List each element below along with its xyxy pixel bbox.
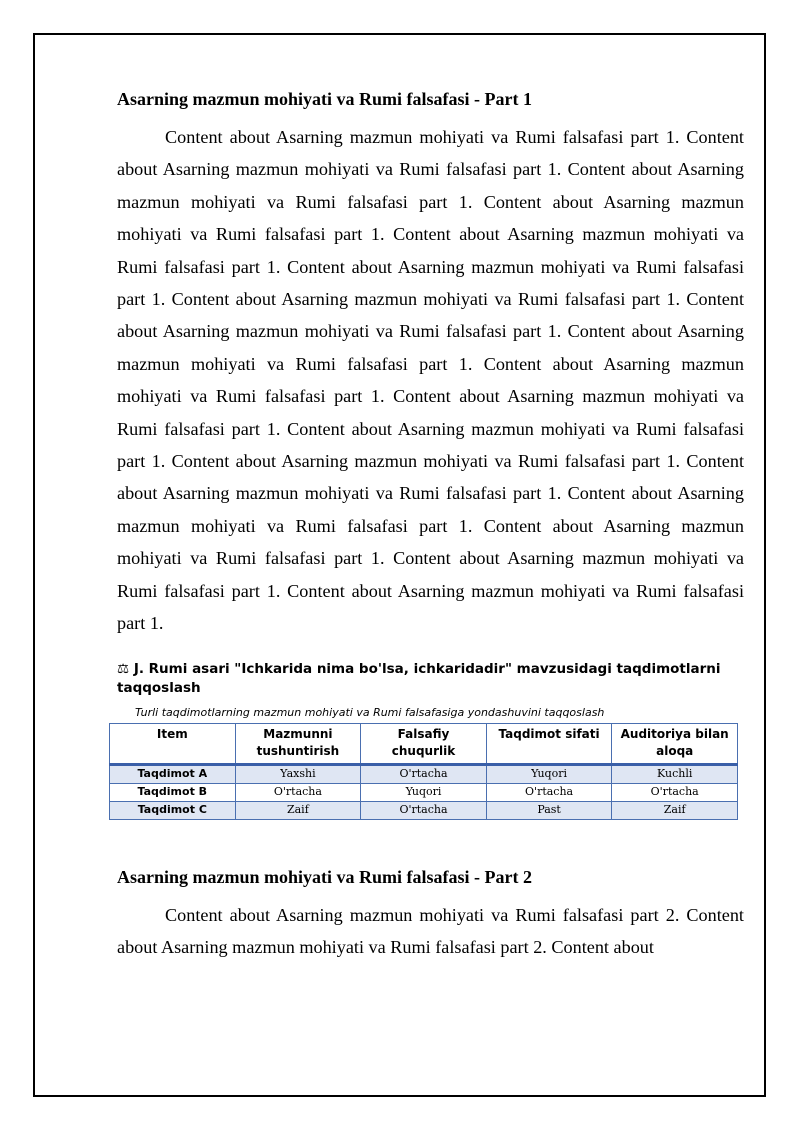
table-row — [110, 783, 738, 801]
column-header: Auditoriya bilan aloqa — [612, 723, 738, 764]
table-cell: Zaif — [235, 801, 361, 819]
table-cell: Zaif — [612, 801, 738, 819]
column-header: Taqdimot sifati — [486, 723, 612, 764]
column-header: Mazmunni tushuntirish — [235, 723, 361, 764]
comparison-table — [109, 723, 738, 820]
row-header: Taqdimot C — [110, 801, 236, 819]
table-row — [110, 801, 738, 819]
row-header: Taqdimot A — [110, 764, 236, 783]
paragraph-part-2: Content about Asarning mazmun mohiyati va Rumi falsafasi part 2. Content about Asarning mazmun mohiyati va Rumi falsafasi part 2. Content about — [117, 904, 744, 957]
table-cell: O'rtacha — [235, 783, 361, 801]
table-cell: O'rtacha — [361, 801, 487, 819]
table-row — [110, 764, 738, 783]
table-caption: Turli taqdimotlarning mazmun mohiyati va Rumi falsafasiga yondashuvini taqqoslash — [135, 705, 605, 719]
row-header: Taqdimot B — [110, 783, 236, 801]
section-part-2 — [117, 865, 744, 964]
table-cell: Yuqori — [486, 764, 612, 783]
table-cell: Yaxshi — [235, 764, 361, 783]
section-heading-part-2: Asarning mazmun mohiyati va Rumi falsafasi - Part 2 — [117, 866, 532, 887]
table-title — [117, 660, 744, 698]
table-cell: Yuqori — [361, 783, 487, 801]
table-header-row — [110, 723, 738, 764]
column-header: Item — [110, 723, 236, 764]
table-cell: Past — [486, 801, 612, 819]
page — [33, 33, 766, 1097]
document-content — [117, 87, 744, 963]
table-cell: O'rtacha — [612, 783, 738, 801]
scales-icon: ⚖ — [117, 660, 130, 677]
column-header: Falsafiy chuqurlik — [361, 723, 487, 764]
table-title-text: J. Rumi asari "Ichkarida nima bo'lsa, ichkaridadir" mavzusidagi taqdimotlarni taqqoslash — [117, 660, 721, 696]
paragraph-part-1: Content about Asarning mazmun mohiyati va Rumi falsafasi part 1. Content about Asarning mazmun mohiyati va Rumi falsafasi part 1. Content about Asarning mazmun mohiyati va Rumi falsafasi part 1. Content about Asarning mazmun mohiyati va Rumi falsafasi part 1. Content about Asarning mazmun mohiyati va Rumi falsafasi part 1. Content about Asarning mazmun mohiyati va Rumi falsafasi part 1. Content about Asarning mazmun mohiyati va Rumi falsafasi part 1. Content about Asarning mazmun mohiyati va Rumi falsafasi part 1. Content about Asarning mazmun mohiyati va Rumi falsafasi part 1. Content about Asarning mazmun mohiyati va Rumi falsafasi part 1. Content about Asarning mazmun mohiyati va Rumi falsafasi part 1. Content about Asarning mazmun mohiyati va Rumi falsafasi part 1. Content about Asarning mazmun mohiyati va Rumi falsafasi part 1. Content about Asarning mazmun mohiyati va Rumi falsafasi part 1. Content about Asarning mazmun mohiyati va Rumi falsafasi part 1. Content about Asarning mazmun mohiyati va Rumi falsafasi part 1. Content about Asarning mazmun mohiyati va Rumi falsafasi part 1. Content about Asarning mazmun mohiyati va Rumi falsafasi part 1. — [117, 127, 744, 634]
table-cell: Kuchli — [612, 764, 738, 783]
section-heading-part-1: Asarning mazmun mohiyati va Rumi falsafasi - Part 1 — [117, 89, 532, 109]
table-cell: O'rtacha — [486, 783, 612, 801]
table-cell: O'rtacha — [361, 764, 487, 783]
